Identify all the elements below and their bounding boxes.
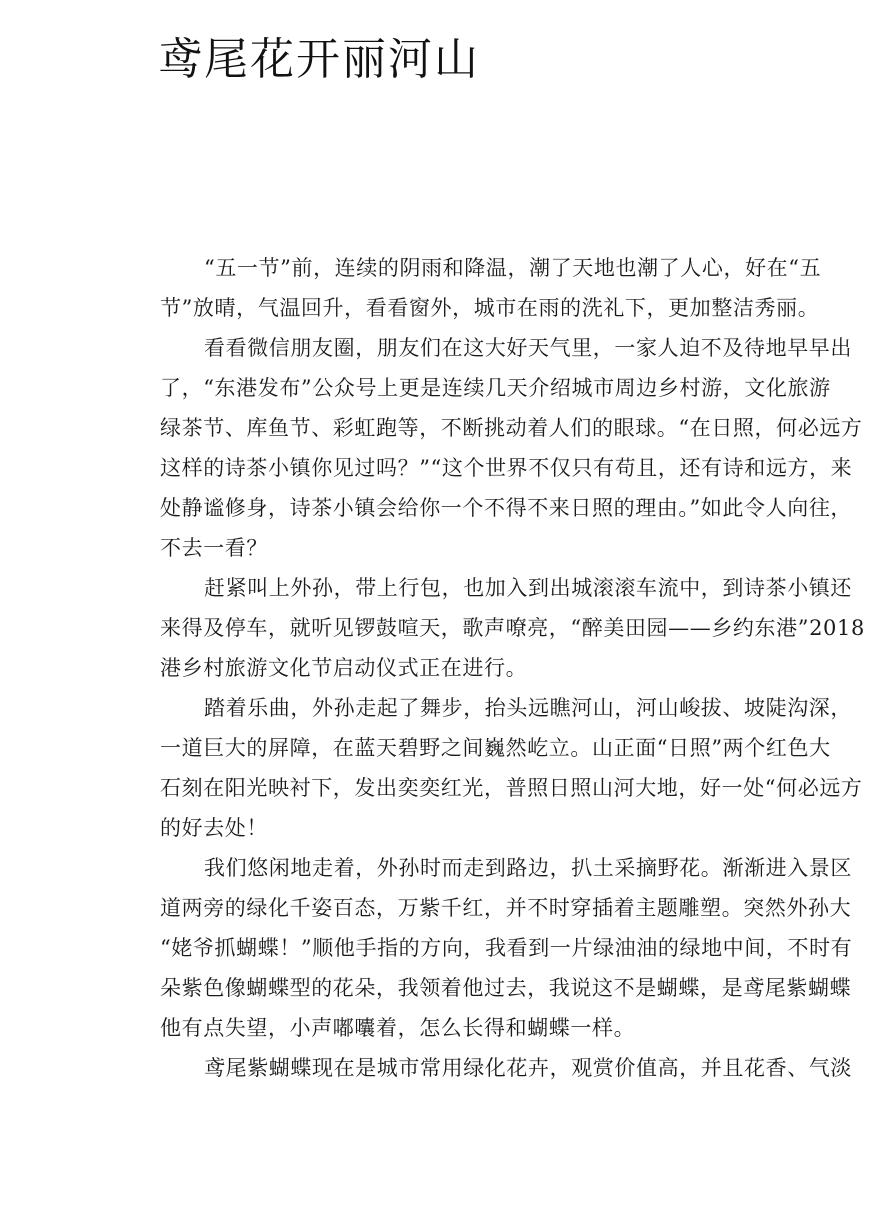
text-line: 处静谧修身，诗茶小镇会给你一个不得不来日照的理由。”如此令人向往，: [160, 496, 853, 520]
text-line: 我们悠闲地走着，外孙时而走到路边，扒土采摘野花。渐渐进入景区: [204, 856, 852, 880]
text-line: 鸢尾紫蝴蝶现在是城市常用绿化花卉，观赏价值高，并且花香、气淡: [204, 1056, 852, 1080]
text-line: 踏着乐曲，外孙走起了舞步，抬头远瞧河山，河山峻拔、坡陡沟深，: [204, 696, 852, 720]
text-line: 的好去处！: [160, 816, 268, 840]
article-title: 鸢尾花开丽河山: [158, 34, 480, 85]
text-line: 绿茶节、库鱼节、彩虹跑等，不断挑动着人们的眼球。“在日照，何必远方: [160, 416, 863, 440]
text-line: “五一节”前，连续的阴雨和降温，潮了天地也潮了人心，好在“五: [204, 256, 822, 280]
text-line: 不去一看？: [160, 536, 268, 560]
text-line: 港乡村旅游文化节启动仪式正在进行。: [160, 656, 528, 680]
text-line: 看看微信朋友圈，朋友们在这大好天气里，一家人迫不及待地早早出: [204, 336, 852, 360]
text-line: 了，“东港发布”公众号上更是连续几天介绍城市周边乡村游，文化旅游: [160, 376, 831, 400]
text-line: 道两旁的绿化千姿百态，万紫千红，并不时穿插着主题雕塑。突然外孙大: [160, 896, 852, 920]
text-line: 来得及停车，就听见锣鼓喧天，歌声嘹亮，“醉美田园——乡约东港”2018: [160, 616, 865, 640]
text-line: 石刻在阳光映衬下，发出奕奕红光，普照日照山河大地，好一处“何必远方: [160, 776, 863, 800]
text-line: 这样的诗茶小镇你见过吗？”“这个世界不仅只有苟且，还有诗和远方，来: [160, 456, 853, 480]
text-line: 节”放晴，气温回升，看看窗外，城市在雨的洗礼下，更加整洁秀丽。: [160, 296, 820, 320]
text-line: 他有点失望，小声嘟囔着，怎么长得和蝴蝶一样。: [160, 1016, 636, 1040]
text-line: 朵紫色像蝴蝶型的花朵，我领着他过去，我说这不是蝴蝶，是鸢尾紫蝴蝶: [160, 976, 852, 1000]
text-line: 一道巨大的屏障，在蓝天碧野之间巍然屹立。山正面“日照”两个红色大: [160, 736, 831, 760]
article-body: [160, 248, 886, 1088]
text-line: 赶紧叫上外孙，带上行包，也加入到出城滚滚车流中，到诗茶小镇还: [204, 576, 852, 600]
text-line: “姥爷抓蝴蝶！”顺他手指的方向，我看到一片绿油油的绿地中间，不时有: [160, 936, 853, 960]
